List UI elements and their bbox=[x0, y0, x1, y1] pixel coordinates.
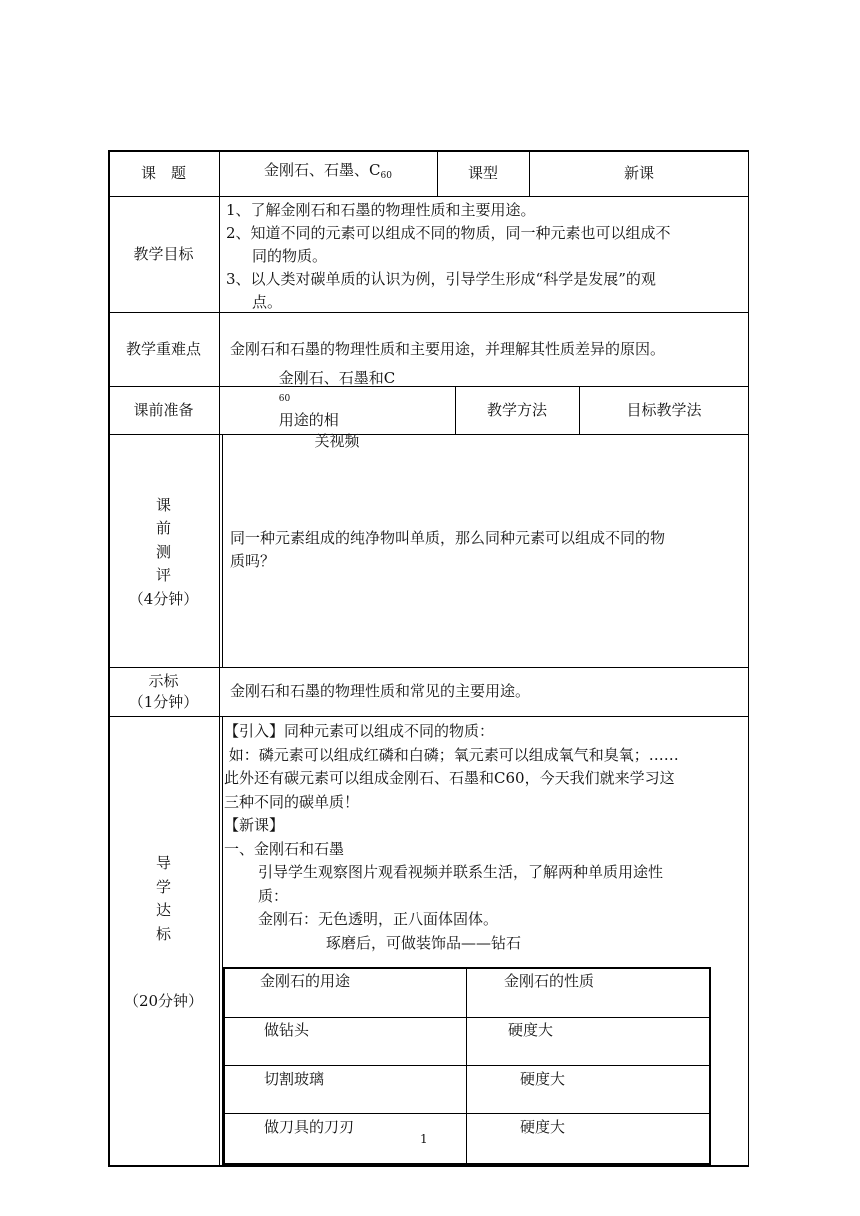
goals-content bbox=[226, 199, 747, 309]
intro-heading: 【引入】同种元素可以组成不同的物质： bbox=[224, 722, 495, 740]
guide-line: 三种不同的碳单质！ bbox=[224, 792, 360, 811]
lesson-type-value bbox=[529, 150, 749, 196]
prep-label-text: 课前准备 bbox=[133, 400, 194, 419]
goal-item-continued: 点。 bbox=[252, 293, 283, 311]
guide-label-char: 标 bbox=[155, 924, 171, 943]
guide-label bbox=[108, 848, 219, 1018]
pretest-label-char: 课 bbox=[155, 495, 171, 514]
guide-line: 琢磨后，可做装饰品——钻石 bbox=[326, 933, 522, 952]
pretest-text: 质吗？ bbox=[230, 552, 276, 570]
goal-item: 3、以人类对碳单质的认识为例，引导学生形成“科学是发展”的观 bbox=[226, 270, 656, 288]
table-cell bbox=[264, 1068, 324, 1091]
inner-column-divider bbox=[466, 967, 467, 1165]
key-points-label-text: 教学重难点 bbox=[125, 339, 201, 358]
inner-row-divider bbox=[223, 1113, 711, 1114]
prep-value-line1 bbox=[279, 368, 395, 431]
pretest-text: 同一种元素组成的纯净物叫单质，那么同种元素可以组成不同的物 bbox=[230, 529, 666, 547]
goal-item: 1、了解金刚石和石墨的物理性质和主要用途。 bbox=[226, 201, 536, 219]
key-points-label bbox=[108, 312, 219, 386]
topic-value-text bbox=[264, 159, 392, 188]
pretest-time: （4分钟） bbox=[128, 589, 199, 608]
pretest-label bbox=[108, 434, 219, 667]
objective-content bbox=[230, 667, 747, 716]
guide-label-char: 学 bbox=[155, 877, 171, 896]
objective-label-text: 示标 bbox=[148, 671, 179, 690]
guide-line: 如：磷元素可以组成红磷和白磷；氧元素可以组成氧气和臭氧；…… bbox=[224, 745, 679, 764]
topic-label bbox=[108, 150, 219, 196]
prep-value bbox=[219, 369, 455, 450]
label-column-divider bbox=[219, 150, 220, 1167]
table-cell bbox=[520, 1068, 565, 1091]
inner-row-divider bbox=[223, 1017, 711, 1018]
table-cell bbox=[520, 1116, 565, 1139]
subscript: 60 bbox=[278, 394, 291, 404]
guide-label-char: 达 bbox=[155, 901, 171, 920]
objective-time: （1分钟） bbox=[128, 692, 199, 711]
subscript: 60 bbox=[380, 170, 392, 181]
table-cell bbox=[264, 1019, 309, 1042]
prep-text: 金刚石、石墨和C bbox=[278, 369, 396, 387]
column-divider bbox=[222, 434, 223, 667]
method-label-text: 教学方法 bbox=[486, 400, 547, 419]
goal-item-continued: 同的物质。 bbox=[252, 247, 328, 265]
lesson-type-value-text: 新课 bbox=[623, 163, 654, 182]
method-value bbox=[579, 386, 749, 434]
pretest-label-char: 前 bbox=[155, 519, 171, 538]
guide-line: 此外还有碳元素可以组成金刚石、石墨和C60，今天我们就来学习这 bbox=[224, 769, 675, 787]
prep-label bbox=[108, 386, 219, 434]
pretest-label-char: 评 bbox=[155, 566, 171, 585]
table-cell bbox=[264, 1116, 354, 1139]
guide-line: 金刚石：无色透明，正八面体固体。 bbox=[258, 910, 499, 928]
table-cell-text: 做刀具的刀刃 bbox=[264, 1118, 355, 1136]
method-value-text: 目标教学法 bbox=[626, 400, 702, 419]
table-header-text: 金刚石的用途 bbox=[260, 972, 351, 990]
guide-label-char: 导 bbox=[155, 854, 171, 873]
prep-value-line2: 关视频 bbox=[314, 432, 360, 450]
pretest-content bbox=[230, 527, 747, 577]
guide-content bbox=[224, 720, 747, 960]
table-header-uses bbox=[260, 970, 350, 993]
method-label bbox=[455, 386, 579, 434]
prep-text: 用途的相 bbox=[278, 411, 339, 429]
topic-value bbox=[219, 150, 437, 196]
lesson-type-label bbox=[437, 150, 529, 196]
goals-label-text: 教学目标 bbox=[133, 244, 194, 263]
table-header-text: 金刚石的性质 bbox=[504, 972, 595, 990]
inner-row-divider bbox=[223, 1065, 711, 1066]
topic-text: 金刚石、石墨、C bbox=[264, 160, 381, 179]
guide-line: 引导学生观察图片观看视频并联系生活，了解两种单质用途性 bbox=[258, 863, 664, 881]
table-cell-text: 硬度大 bbox=[520, 1070, 566, 1088]
lesson-type-label-text: 课型 bbox=[467, 163, 498, 182]
topic-label-text: 课 题 bbox=[140, 163, 186, 182]
guide-line: 质： bbox=[258, 886, 289, 905]
guide-time: （20分钟） bbox=[123, 992, 204, 1011]
table-cell bbox=[508, 1019, 553, 1042]
goals-label bbox=[108, 196, 219, 312]
table-cell-text: 硬度大 bbox=[520, 1118, 566, 1136]
goal-item: 2、知道不同的元素可以组成不同的物质，同一种元素也可以组成不 bbox=[226, 224, 671, 242]
table-cell-text: 切割玻璃 bbox=[264, 1070, 325, 1088]
table-cell-text: 做钻头 bbox=[264, 1021, 310, 1039]
pretest-label-char: 测 bbox=[155, 542, 171, 561]
section-heading: 一、金刚石和石墨 bbox=[224, 839, 345, 858]
row-divider bbox=[108, 716, 749, 717]
objective-text: 金刚石和石墨的物理性质和常见的主要用途。 bbox=[230, 682, 531, 700]
table-header-properties bbox=[504, 970, 594, 993]
key-points-text: 金刚石和石墨的物理性质和主要用途，并理解其性质差异的原因。 bbox=[230, 339, 666, 358]
objective-label bbox=[108, 667, 219, 716]
new-lesson-heading: 【新课】 bbox=[224, 816, 285, 834]
table-cell-text: 硬度大 bbox=[508, 1021, 554, 1039]
page-number: 1 bbox=[420, 1132, 428, 1146]
